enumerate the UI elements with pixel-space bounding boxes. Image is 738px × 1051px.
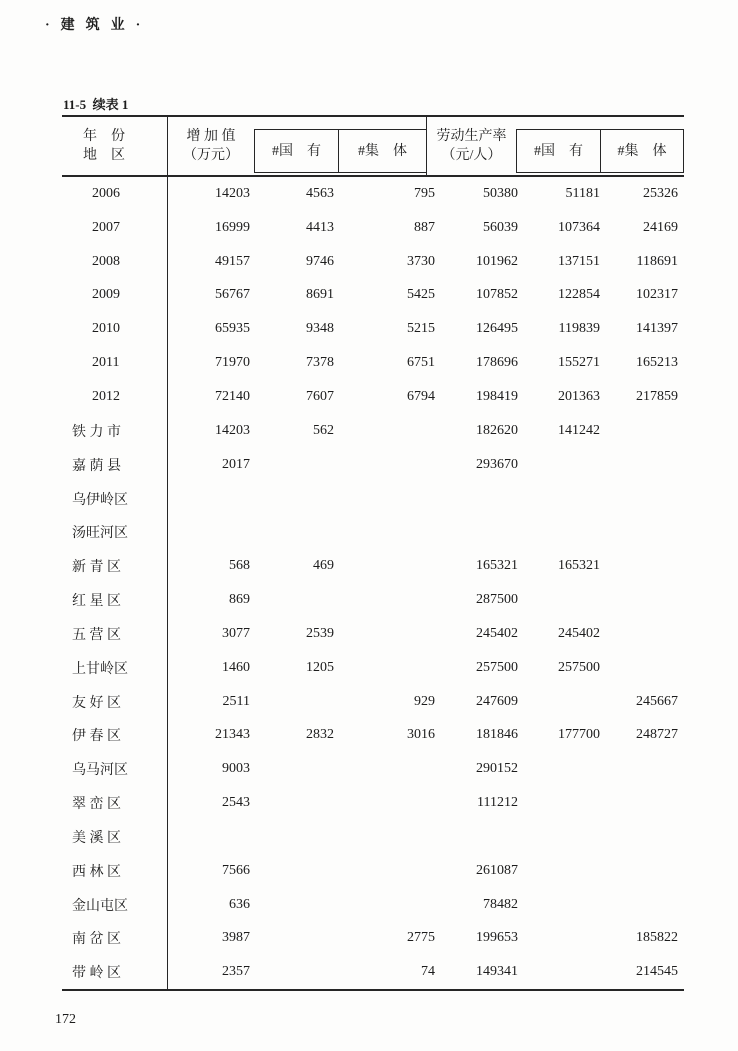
row-label: 2012: [62, 380, 168, 414]
cell-collective-2: 217859: [636, 388, 678, 404]
table-row: [62, 786, 684, 820]
cell-state-owned-1: 9348: [306, 321, 334, 337]
table-row: [62, 482, 684, 516]
row-label: 上甘岭区: [62, 651, 168, 685]
cell-state-owned-2: 51181: [565, 185, 600, 201]
cell-value-added: 21343: [215, 727, 250, 743]
header-state-owned-2-label: #国 有: [534, 143, 583, 159]
cell-state-owned-1: 4563: [306, 185, 334, 201]
cell-collective-1: 6751: [407, 355, 435, 371]
cell-labor-productivity: 261087: [476, 862, 518, 878]
cell-labor-productivity: 293670: [476, 456, 518, 472]
cell-collective-1: 795: [414, 185, 435, 201]
header-value-added: [168, 117, 254, 175]
cell-state-owned-2: 137151: [558, 253, 600, 269]
cell-labor-productivity: 198419: [476, 388, 518, 404]
statistics-table: [62, 115, 684, 991]
cell-collective-1: 3016: [407, 727, 435, 743]
cell-value-added: 14203: [215, 185, 250, 201]
header-collective-1-label: #集 体: [358, 143, 407, 159]
cell-state-owned-1: 2832: [306, 727, 334, 743]
cell-value-added: 3077: [222, 625, 250, 641]
cell-labor-productivity: 126495: [476, 321, 518, 337]
table-row: [62, 380, 684, 414]
cell-value-added: 2357: [222, 964, 250, 980]
cell-collective-1: 2775: [407, 930, 435, 946]
cell-labor-productivity: 245402: [476, 625, 518, 641]
row-label: 嘉 荫 县: [62, 448, 168, 482]
table-row: [62, 549, 684, 583]
row-label: 2011: [62, 346, 168, 380]
cell-collective-1: 929: [414, 693, 435, 709]
table-row: [62, 448, 684, 482]
cell-collective-2: 248727: [636, 727, 678, 743]
cell-state-owned-2: 119839: [558, 321, 600, 337]
cell-state-owned-2: 165321: [558, 558, 600, 574]
table-row: [62, 955, 684, 989]
table-row: [62, 312, 684, 346]
row-label: 翠 峦 区: [62, 786, 168, 820]
cell-value-added: 49157: [215, 253, 250, 269]
cell-collective-1: 5215: [407, 321, 435, 337]
table-row: [62, 752, 684, 786]
row-label: 伊 春 区: [62, 719, 168, 753]
header-state-owned-1: [254, 129, 338, 173]
header-year-label: 年 份: [83, 129, 125, 144]
header-collective-1: [338, 129, 426, 173]
cell-collective-1: 887: [414, 219, 435, 235]
table-row: [62, 279, 684, 313]
header-year-region: [62, 117, 168, 175]
row-label: 2009: [62, 279, 168, 313]
table-row: [62, 888, 684, 922]
cell-state-owned-1: 469: [313, 558, 334, 574]
cell-labor-productivity: 107852: [476, 287, 518, 303]
row-label: 南 岔 区: [62, 922, 168, 956]
cell-state-owned-2: 107364: [558, 219, 600, 235]
cell-value-added: 2017: [222, 456, 250, 472]
cell-value-added: 568: [229, 558, 250, 574]
header-value-added-title: 增 加 值: [186, 129, 236, 144]
cell-state-owned-1: 562: [313, 422, 334, 438]
cell-collective-2: 24169: [643, 219, 678, 235]
cell-value-added: 65935: [215, 321, 250, 337]
row-label: 乌伊岭区: [62, 482, 168, 516]
cell-collective-1: 74: [421, 964, 435, 980]
cell-labor-productivity: 181846: [476, 727, 518, 743]
cell-labor-productivity: 101962: [476, 253, 518, 269]
cell-value-added: 1460: [222, 659, 250, 675]
cell-labor-productivity: 56039: [483, 219, 518, 235]
row-label: 红 星 区: [62, 583, 168, 617]
row-label: 五 营 区: [62, 617, 168, 651]
cell-state-owned-1: 7378: [306, 355, 334, 371]
cell-collective-2: 245667: [636, 693, 678, 709]
cell-state-owned-1: 4413: [306, 219, 334, 235]
cell-state-owned-2: 155271: [558, 355, 600, 371]
cell-labor-productivity: 247609: [476, 693, 518, 709]
header-region-label: 地 区: [83, 148, 125, 163]
cell-value-added: 16999: [215, 219, 250, 235]
cell-state-owned-1: 7607: [306, 388, 334, 404]
cell-collective-1: 3730: [407, 253, 435, 269]
header-labor-productivity-unit: （元/人）: [441, 148, 502, 163]
cell-collective-2: 118691: [636, 253, 678, 269]
table-header: [62, 117, 684, 177]
cell-collective-2: 214545: [636, 964, 678, 980]
cell-value-added: 3987: [222, 930, 250, 946]
section-header: ·建筑业·: [45, 18, 152, 33]
page-number: 172: [55, 1012, 76, 1027]
table-row: [62, 685, 684, 719]
cell-collective-2: 25326: [643, 185, 678, 201]
cell-labor-productivity: 287500: [476, 592, 518, 608]
row-label: 2006: [62, 177, 168, 211]
cell-state-owned-2: 122854: [558, 287, 600, 303]
row-label: 汤旺河区: [62, 515, 168, 549]
cell-state-owned-2: 141242: [558, 422, 600, 438]
table-body: [62, 177, 684, 991]
row-label: 2010: [62, 312, 168, 346]
row-label: 2007: [62, 211, 168, 245]
cell-collective-2: 185822: [636, 930, 678, 946]
cell-state-owned-1: 1205: [306, 659, 334, 675]
cell-labor-productivity: 50380: [483, 185, 518, 201]
header-collective-2-label: #集 体: [617, 143, 667, 159]
cell-value-added: 2511: [222, 693, 250, 709]
cell-state-owned-1: 2539: [306, 625, 334, 641]
cell-state-owned-1: 8691: [306, 287, 334, 303]
row-label: 乌马河区: [62, 752, 168, 786]
row-label: 金山屯区: [62, 888, 168, 922]
cell-value-added: 56767: [215, 287, 250, 303]
cell-collective-1: 6794: [407, 388, 435, 404]
table-row: [62, 617, 684, 651]
cell-labor-productivity: 149341: [476, 964, 518, 980]
cell-labor-productivity: 182620: [476, 422, 518, 438]
row-label: 带 岭 区: [62, 955, 168, 989]
cell-collective-2: 141397: [636, 321, 678, 337]
cell-labor-productivity: 165321: [476, 558, 518, 574]
row-label: 西 林 区: [62, 854, 168, 888]
cell-collective-2: 102317: [636, 287, 678, 303]
header-state-owned-2: [516, 129, 600, 173]
table-row: [62, 820, 684, 854]
cell-labor-productivity: 290152: [476, 761, 518, 777]
cell-value-added: 869: [229, 592, 250, 608]
row-label: 2008: [62, 245, 168, 279]
table-row: [62, 719, 684, 753]
table-row: [62, 583, 684, 617]
table-row: [62, 211, 684, 245]
row-label: 铁 力 市: [62, 414, 168, 448]
cell-labor-productivity: 257500: [476, 659, 518, 675]
cell-state-owned-1: 9746: [306, 253, 334, 269]
cell-value-added: 636: [229, 896, 250, 912]
cell-state-owned-2: 257500: [558, 659, 600, 675]
cell-state-owned-2: 201363: [558, 388, 600, 404]
table-row: [62, 346, 684, 380]
cell-value-added: 9003: [222, 761, 250, 777]
table-row: [62, 922, 684, 956]
header-labor-productivity: [426, 117, 516, 175]
header-state-owned-1-label: #国 有: [272, 143, 321, 159]
row-label: 友 好 区: [62, 685, 168, 719]
cell-value-added: 72140: [215, 388, 250, 404]
cell-state-owned-2: 245402: [558, 625, 600, 641]
table-caption: 11-5 续表 1: [63, 97, 129, 112]
table-row: [62, 515, 684, 549]
table-row: [62, 854, 684, 888]
row-label: 美 溪 区: [62, 820, 168, 854]
cell-labor-productivity: 178696: [476, 355, 518, 371]
header-labor-productivity-title: 劳动生产率: [436, 129, 507, 144]
row-label: 新 青 区: [62, 549, 168, 583]
cell-collective-1: 5425: [407, 287, 435, 303]
cell-value-added: 14203: [215, 422, 250, 438]
table-row: [62, 245, 684, 279]
cell-labor-productivity: 78482: [483, 896, 518, 912]
table-row: [62, 414, 684, 448]
cell-value-added: 7566: [222, 862, 250, 878]
cell-labor-productivity: 111212: [477, 795, 518, 811]
cell-value-added: 71970: [215, 355, 250, 371]
cell-collective-2: 165213: [636, 355, 678, 371]
table-row: [62, 177, 684, 211]
header-value-added-unit: （万元）: [183, 148, 239, 163]
cell-labor-productivity: 199653: [476, 930, 518, 946]
table-row: [62, 651, 684, 685]
cell-value-added: 2543: [222, 795, 250, 811]
header-collective-2: [600, 129, 684, 173]
cell-state-owned-2: 177700: [558, 727, 600, 743]
